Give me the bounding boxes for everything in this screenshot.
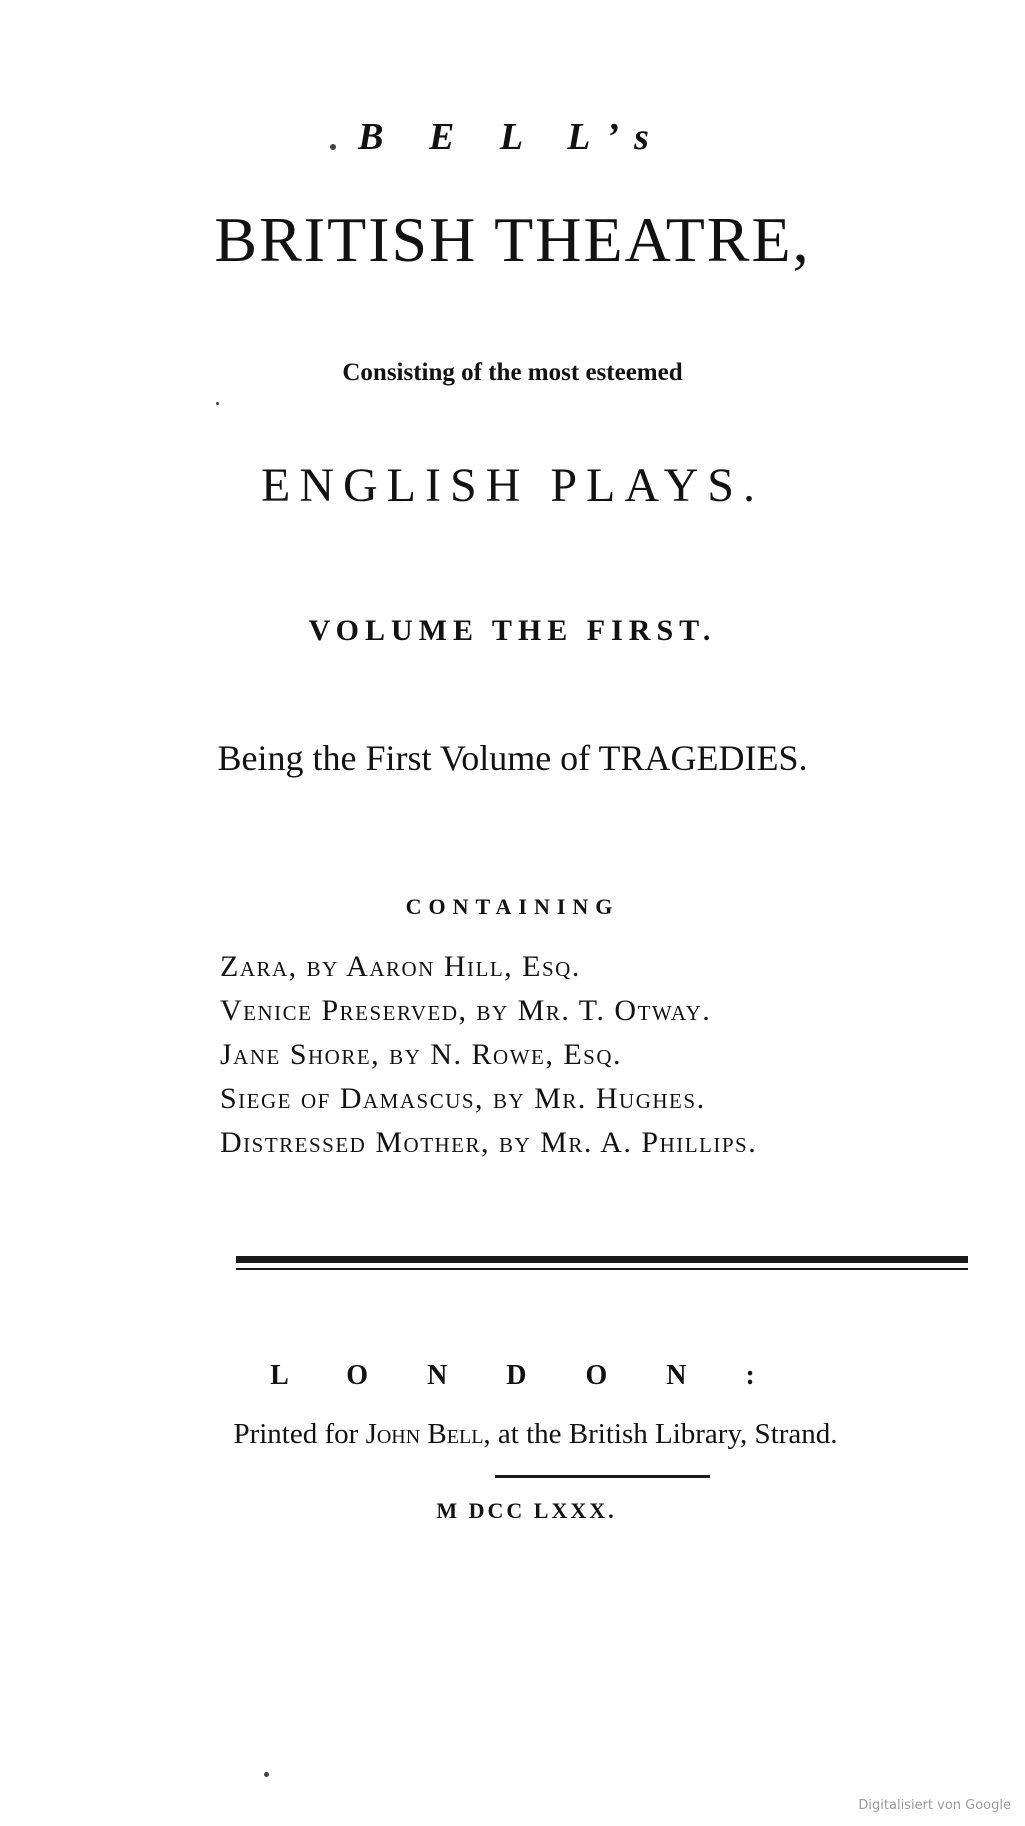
imprint-city: L O N D O N : [270,1360,781,1391]
imprint-printed-suffix: , at the British Library, Strand. [483,1418,838,1450]
containing-heading: CONTAINING [405,894,620,919]
imprint-printed-prefix: Printed for [233,1418,366,1450]
plays-heading: ENGLISH PLAYS. [261,459,764,512]
ink-speck [330,144,336,150]
short-rule [495,1475,710,1478]
imprint-printed-line [0,1420,1025,1449]
ornamental-rule-thick [236,1256,968,1263]
play-entry: Distressed Mother, by Mr. A. Phillips. [220,1126,758,1159]
play-entry: Venice Preserved, by Mr. T. Otway. [220,994,712,1027]
ornamental-rule-thin [236,1268,968,1270]
being-line: Being the First Volume of TRAGEDIES. [217,738,808,778]
plays-list [220,945,757,1165]
publisher-possessive: B E L L’s [358,116,667,158]
consisting-line: Consisting of the most esteemed [342,359,683,386]
play-entry: Siege of Damascus, by Mr. Hughes. [220,1082,706,1115]
volume-line: VOLUME THE FIRST. [308,614,717,647]
play-entry: Jane Shore, by N. Rowe, Esq. [220,1038,623,1071]
imprint-date: M DCC LXXX. [436,1498,617,1523]
series-title: BRITISH THEATRE, [214,204,811,275]
play-entry: Zara, by Aaron Hill, Esq. [220,950,581,983]
imprint-printer-name: John Bell [365,1418,484,1450]
ink-speck [264,1772,269,1777]
digitization-watermark: Digitalisiert von Google [858,1798,1011,1813]
ink-speck [216,402,219,405]
